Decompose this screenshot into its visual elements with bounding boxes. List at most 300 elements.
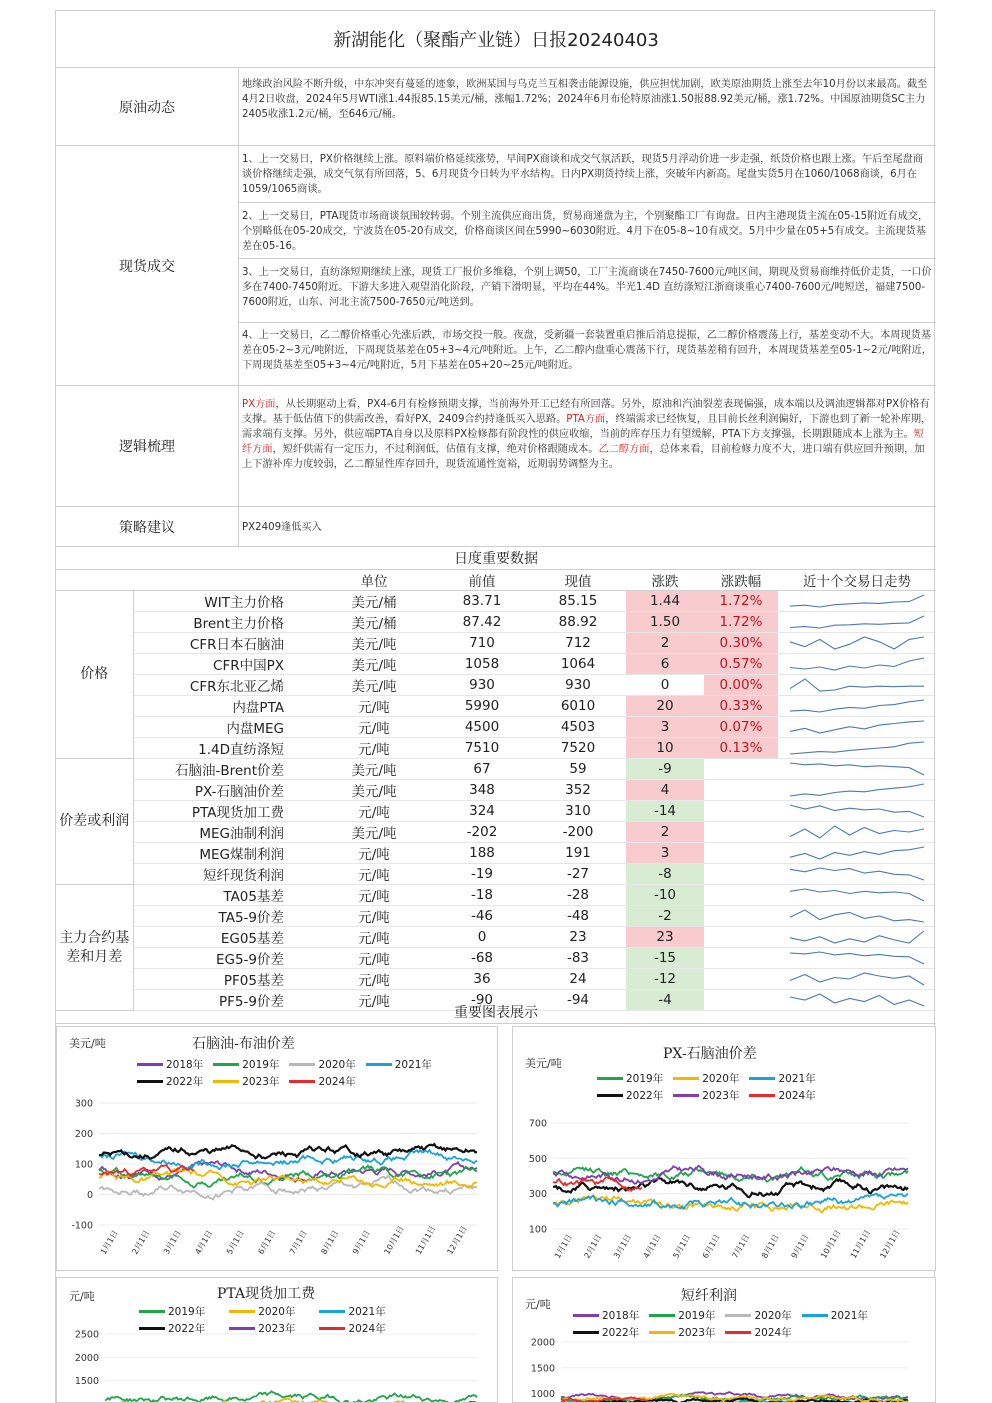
row-change: -15 <box>626 948 704 969</box>
x-tick-label: 7月1日 <box>287 1228 309 1256</box>
y-tick-label: 1000 <box>530 1389 555 1401</box>
x-tick-label: 1月1日 <box>98 1228 120 1256</box>
row-trend-sparkline <box>778 906 936 927</box>
sparkline-path <box>790 742 924 754</box>
strategy-label: 策略建议 <box>56 507 239 546</box>
y-tick-label: 200 <box>74 1129 93 1140</box>
y-tick-label: 500 <box>528 1153 547 1165</box>
row-trend-sparkline <box>778 717 936 738</box>
sparkline-path <box>790 637 924 649</box>
logic-pf-heading: 短纤方面 <box>242 429 924 455</box>
legend-label: 2024年 <box>348 1323 386 1335</box>
chart2-plot <box>513 1027 936 1271</box>
chart4-title: 短纤利润 <box>681 1288 737 1304</box>
logic-px-text: ，从长期驱动上看，PX4-6月有检修预期支撑，当前海外开工已经有所回落。另外，原油和汽油裂差表现偏强，成本端以及调油逻辑都对PX价格有支撑。基于低估值下的供需改善，看好PX，2409合约持逢低买入思路。 <box>242 399 930 425</box>
series-line <box>553 1178 908 1198</box>
row-change: -14 <box>626 801 704 822</box>
sparkline-path <box>790 784 924 796</box>
row-unit: 元/吨 <box>314 969 434 990</box>
daily-row <box>56 612 936 633</box>
row-change: 3 <box>626 843 704 864</box>
daily-data-table <box>56 570 936 1011</box>
logic-pta-text: ，终端需求已经恢复，且目前长丝利润偏好，下游也到了新一轮补库期，需求端有支撑。另外，供应端PTA自身以及原料PX检修都有阶段性的供应收缩，当前的库存压力有望缓解，PTA下方支撑强，长期跟随成本上涨为主。 <box>242 414 932 440</box>
x-tick-label: 3月1日 <box>612 1232 633 1260</box>
legend-label: 2019年 <box>626 1073 664 1085</box>
row-name: EG5-9价差 <box>133 948 314 969</box>
daily-row <box>56 927 936 948</box>
row-prev: 348 <box>434 780 530 801</box>
row-cur: 23 <box>530 927 626 948</box>
row-change: 23 <box>626 927 704 948</box>
daily-row <box>56 717 936 738</box>
daily-data-heading: 日度重要数据 <box>56 547 936 570</box>
row-unit: 元/吨 <box>314 885 434 906</box>
logic-section <box>56 386 936 507</box>
row-trend-sparkline <box>778 633 936 654</box>
row-trend-sparkline <box>778 801 936 822</box>
sparkline-path <box>790 931 924 943</box>
crude-label: 原油动态 <box>56 68 239 145</box>
header-chg: 涨跌 <box>626 570 704 591</box>
x-tick-label: 11月1日 <box>413 1224 438 1256</box>
row-name: Brent主力价格 <box>133 612 314 633</box>
row-cur: -83 <box>530 948 626 969</box>
chart-pta-margin <box>56 1277 498 1403</box>
row-name: WIT主力价格 <box>133 591 314 612</box>
legend-label: 2023年 <box>702 1090 740 1102</box>
row-name: CFR日本石脑油 <box>133 633 314 654</box>
row-cur: -48 <box>530 906 626 927</box>
crude-section <box>56 68 936 146</box>
row-trend-sparkline <box>778 780 936 801</box>
legend-label: 2024年 <box>754 1327 792 1339</box>
row-change: 2 <box>626 633 704 654</box>
logic-label: 逻辑梳理 <box>56 386 239 506</box>
row-trend-sparkline <box>778 612 936 633</box>
legend-label: 2021年 <box>394 1059 432 1071</box>
chart1-plot <box>57 1027 498 1271</box>
row-cur: 59 <box>530 759 626 780</box>
spot-block-px <box>239 146 936 203</box>
x-tick-label: 12月1日 <box>445 1224 469 1256</box>
legend-label: 2019年 <box>678 1310 716 1322</box>
header-prev: 前值 <box>434 570 530 591</box>
row-unit: 美元/吨 <box>314 759 434 780</box>
row-cur: 352 <box>530 780 626 801</box>
chart-naphtha-brent <box>56 1026 498 1271</box>
row-prev: 67 <box>434 759 530 780</box>
sparkline-path <box>790 679 924 691</box>
row-change: -4 <box>626 990 704 1011</box>
row-change: 20 <box>626 696 704 717</box>
row-unit: 元/吨 <box>314 843 434 864</box>
row-change-pct <box>704 801 778 822</box>
row-cur: -200 <box>530 822 626 843</box>
row-name: TA05基差 <box>133 885 314 906</box>
report-title: 新湖能化（聚酯产业链）日报20240403 <box>56 10 936 68</box>
daily-row <box>56 969 936 990</box>
row-change: 3 <box>626 717 704 738</box>
daily-row <box>56 780 936 801</box>
sparkline-path <box>790 595 924 607</box>
spot-text-pf: 3、上一交易日，直纺涤短期继续上涨，现货工厂报价多维稳，个别上调50，工厂主流商谈在7450-7600元/吨区间，期现及贸易商维持低价走货，一口价多在7400-7450附近。下游大多进入观望消化阶段，产销下滑明显，平均在44%。半光1.4D 直纺涤短江浙商谈重心7400-7600元/吨短送，福建7500-7600附近，山东、河北主流7500-7650元/吨送到。 <box>242 267 932 308</box>
row-trend-sparkline <box>778 654 936 675</box>
legend-label: 2023年 <box>258 1323 296 1335</box>
y-tick-label: 2000 <box>74 1352 99 1364</box>
row-trend-sparkline <box>778 864 936 885</box>
row-change-pct <box>704 927 778 948</box>
row-prev: -18 <box>434 885 530 906</box>
row-name: PF05基差 <box>133 969 314 990</box>
chart2-unit: 美元/吨 <box>525 1057 562 1070</box>
chart1-title: 石脑油-布油价差 <box>192 1036 295 1052</box>
sparkline-path <box>790 952 924 964</box>
row-change: -10 <box>626 885 704 906</box>
x-tick-label: 7月1日 <box>730 1232 752 1260</box>
spot-section <box>56 146 936 386</box>
x-tick-label: 9月1日 <box>350 1228 372 1256</box>
row-unit: 美元/桶 <box>314 591 434 612</box>
sparkline-path <box>790 805 924 817</box>
strategy-section <box>56 507 936 547</box>
daily-row <box>56 906 936 927</box>
legend-label: 2022年 <box>168 1323 206 1335</box>
daily-header-row <box>56 570 936 591</box>
x-tick-label: 5月1日 <box>671 1232 693 1260</box>
legend-label: 2021年 <box>348 1306 386 1318</box>
row-prev: -19 <box>434 864 530 885</box>
chart3-title: PTA现货加工费 <box>217 1286 316 1302</box>
row-change-pct <box>704 885 778 906</box>
x-tick-label: 2月1日 <box>130 1228 152 1256</box>
row-unit: 元/吨 <box>314 948 434 969</box>
row-prev: -90 <box>434 990 530 1011</box>
logic-px-heading: PX方面 <box>242 399 276 410</box>
sparkline-path <box>790 910 924 922</box>
row-change: 2 <box>626 822 704 843</box>
row-change-pct: 0.07% <box>704 717 778 738</box>
chart4-unit: 元/吨 <box>525 1298 551 1311</box>
crude-text: 地缘政治风险不断升级，中东冲突有蔓延的迹象，欧洲某国与乌克兰互相袭击能源设施，供应担忧加剧，欧美原油期货上涨至去年10月份以来最高。截至4月2日收盘，2024年5月WTI涨1.44报85.15美元/桶，涨幅1.72%；2024年6月布伦特原油涨1.50报88.92美元/桶，涨1.72%。中国原油期货SC主力2405收涨1.2元/桶，至646元/桶。 <box>242 79 928 120</box>
row-name: CFR东北亚乙烯 <box>133 675 314 696</box>
y-tick-label: 100 <box>528 1224 547 1236</box>
row-change-pct <box>704 948 778 969</box>
row-trend-sparkline <box>778 591 936 612</box>
row-change: 10 <box>626 738 704 759</box>
sparkline-path <box>790 616 924 628</box>
row-trend-sparkline <box>778 696 936 717</box>
legend-label: 2020年 <box>702 1073 740 1085</box>
row-change: -8 <box>626 864 704 885</box>
spot-label: 现货成交 <box>56 146 239 385</box>
sparkline-path <box>790 700 924 712</box>
chart3-plot <box>57 1278 498 1403</box>
row-unit: 美元/吨 <box>314 780 434 801</box>
row-unit: 元/吨 <box>314 906 434 927</box>
row-change: 1.44 <box>626 591 704 612</box>
row-prev: 188 <box>434 843 530 864</box>
legend-label: 2019年 <box>168 1306 206 1318</box>
x-tick-label: 4月1日 <box>193 1228 215 1256</box>
x-tick-label: 10月1日 <box>382 1224 406 1256</box>
header-unit: 单位 <box>314 570 434 591</box>
row-change-pct: 0.00% <box>704 675 778 696</box>
spot-text-meg: 4、上一交易日，乙二醇价格重心先涨后跌，市场交投一般。夜盘，受新疆一套装置重启推后消息提振，乙二醇价格震荡上行，基差变动不大。本周现货基差在05-2~3元/吨附近，下周现货基差在05+3~4元/吨附近。上午，乙二醇内盘重心震荡下行，现货基差稍有回升，本周现货基差至05-1~2元/吨附近，下周现货基差至05+3~4元/吨附近，5月下基差在05+20~25元/吨附近。 <box>242 330 932 371</box>
daily-group-label: 价差或利润 <box>56 759 133 885</box>
row-change: 0 <box>626 675 704 696</box>
row-unit: 美元/吨 <box>314 633 434 654</box>
series-line <box>553 1166 908 1184</box>
legend-label: 2020年 <box>754 1310 792 1322</box>
legend-label: 2022年 <box>626 1090 664 1102</box>
sparkline-path <box>790 721 924 733</box>
row-name: 内盘PTA <box>133 696 314 717</box>
row-change-pct: 0.30% <box>704 633 778 654</box>
sparkline-path <box>790 658 924 670</box>
legend-label: 2020年 <box>258 1306 296 1318</box>
header-cur: 现值 <box>530 570 626 591</box>
chart4-plot <box>513 1278 936 1403</box>
y-tick-label: 2500 <box>74 1329 99 1341</box>
row-change-pct: 0.13% <box>704 738 778 759</box>
row-change: -2 <box>626 906 704 927</box>
row-unit: 元/吨 <box>314 864 434 885</box>
row-name: CFR中国PX <box>133 654 314 675</box>
row-change: -9 <box>626 759 704 780</box>
legend-label: 2022年 <box>166 1076 204 1088</box>
sparkline-path <box>790 826 924 838</box>
y-tick-label: 2000 <box>530 1337 555 1349</box>
row-unit: 美元/吨 <box>314 675 434 696</box>
y-tick-label: 100 <box>74 1159 93 1171</box>
row-name: 1.4D直纺涤短 <box>133 738 314 759</box>
row-prev: -68 <box>434 948 530 969</box>
row-unit: 元/吨 <box>314 801 434 822</box>
chart2-title: PX-石脑油价差 <box>663 1046 757 1062</box>
row-prev: 0 <box>434 927 530 948</box>
row-change-pct <box>704 864 778 885</box>
chart-psf-profit <box>512 1277 936 1403</box>
row-cur: 88.92 <box>530 612 626 633</box>
row-change-pct: 1.72% <box>704 591 778 612</box>
header-group <box>56 570 133 591</box>
row-change-pct <box>704 759 778 780</box>
row-trend-sparkline <box>778 843 936 864</box>
header-name <box>133 570 314 591</box>
row-trend-sparkline <box>778 738 936 759</box>
daily-group-label: 主力合约基差和月差 <box>56 885 133 1011</box>
series-line <box>99 1176 477 1200</box>
x-tick-label: 2月1日 <box>582 1232 604 1260</box>
daily-row <box>56 675 936 696</box>
daily-row <box>56 948 936 969</box>
row-change-pct: 0.33% <box>704 696 778 717</box>
y-tick-label: 0 <box>86 1190 93 1201</box>
row-prev: 324 <box>434 801 530 822</box>
spot-text-px: 1、上一交易日，PX价格继续上涨。原料端价格延续涨势，早间PX商谈和成交气氛活跃，现货5月浮动价进一步走强，纸货价格也跟上涨。午后至尾盘商谈价格继续走强，成交气氛有所回落，5、6月现货今日转为平水结构。日内PX期货持续上涨，突破年内新高。尾盘实货5月在1060/1068商谈，6月在1059/1065商谈。 <box>242 154 924 195</box>
row-unit: 元/吨 <box>314 738 434 759</box>
row-cur: 6010 <box>530 696 626 717</box>
daily-row <box>56 738 936 759</box>
row-change-pct: 0.57% <box>704 654 778 675</box>
daily-row <box>56 885 936 906</box>
row-cur: 24 <box>530 969 626 990</box>
charts-heading: 重要图表展示 <box>56 1000 936 1024</box>
x-tick-label: 12月1日 <box>878 1228 902 1260</box>
row-trend-sparkline <box>778 759 936 780</box>
legend-label: 2021年 <box>830 1310 868 1322</box>
row-prev: 930 <box>434 675 530 696</box>
y-tick-label: 1500 <box>74 1376 99 1388</box>
row-name: PTA现货加工费 <box>133 801 314 822</box>
legend-label: 2020年 <box>318 1059 356 1071</box>
sparkline-path <box>790 763 924 775</box>
row-unit: 元/吨 <box>314 990 434 1011</box>
row-change-pct <box>704 906 778 927</box>
spot-block-pf <box>239 259 936 323</box>
x-tick-label: 1月1日 <box>552 1232 574 1260</box>
row-cur: 191 <box>530 843 626 864</box>
y-tick-label: 700 <box>528 1118 547 1130</box>
row-cur: 85.15 <box>530 591 626 612</box>
row-prev: 36 <box>434 969 530 990</box>
daily-row <box>56 696 936 717</box>
x-tick-label: 9月1日 <box>789 1232 811 1260</box>
chart1-unit: 美元/吨 <box>69 1037 106 1050</box>
sparkline-path <box>790 973 924 985</box>
row-change: 1.50 <box>626 612 704 633</box>
x-tick-label: 8月1日 <box>319 1228 341 1256</box>
x-tick-label: 11月1日 <box>848 1228 873 1260</box>
row-prev: -202 <box>434 822 530 843</box>
x-tick-label: 4月1日 <box>641 1232 663 1260</box>
legend-label: 2018年 <box>166 1059 204 1071</box>
row-trend-sparkline <box>778 822 936 843</box>
row-trend-sparkline <box>778 885 936 906</box>
legend-label: 2022年 <box>602 1327 640 1339</box>
daily-row <box>56 801 936 822</box>
row-prev: 4500 <box>434 717 530 738</box>
row-change-pct <box>704 822 778 843</box>
row-change-pct <box>704 780 778 801</box>
row-trend-sparkline <box>778 927 936 948</box>
series-line <box>99 1169 477 1187</box>
legend-label: 2024年 <box>318 1076 356 1088</box>
daily-row <box>56 633 936 654</box>
y-tick-label: -100 <box>71 1220 93 1232</box>
row-cur: -94 <box>530 990 626 1011</box>
row-name: 石脑油-Brent价差 <box>133 759 314 780</box>
daily-group-label: 价格 <box>56 591 133 759</box>
row-change: 4 <box>626 780 704 801</box>
daily-row <box>56 843 936 864</box>
row-unit: 元/吨 <box>314 927 434 948</box>
x-tick-label: 6月1日 <box>256 1228 278 1256</box>
row-change-pct <box>704 969 778 990</box>
row-unit: 美元/桶 <box>314 612 434 633</box>
row-name: PX-石脑油价差 <box>133 780 314 801</box>
row-unit: 元/吨 <box>314 696 434 717</box>
row-change-pct <box>704 843 778 864</box>
chart3-unit: 元/吨 <box>69 1290 95 1303</box>
row-prev: 1058 <box>434 654 530 675</box>
row-change-pct: 1.72% <box>704 612 778 633</box>
row-prev: 7510 <box>434 738 530 759</box>
legend-label: 2018年 <box>602 1310 640 1322</box>
row-trend-sparkline <box>778 969 936 990</box>
row-trend-sparkline <box>778 948 936 969</box>
row-cur: 930 <box>530 675 626 696</box>
spot-block-pta <box>239 203 936 259</box>
row-unit: 元/吨 <box>314 717 434 738</box>
row-cur: 712 <box>530 633 626 654</box>
row-cur: 7520 <box>530 738 626 759</box>
logic-meg-text: ，总体来看，目前检修力度不大，进口端有供应回升预期，加上下游补库力度较弱，乙二醇显性库存回升，现货流通性宽裕，近期弱势调整为主。 <box>242 444 925 470</box>
daily-row <box>56 822 936 843</box>
sparkline-path <box>790 847 924 859</box>
spot-block-meg <box>239 323 936 386</box>
legend-label: 2023年 <box>242 1076 280 1088</box>
row-name: TA5-9价差 <box>133 906 314 927</box>
row-name: EG05基差 <box>133 927 314 948</box>
logic-meg-heading: 乙二醇方面 <box>598 444 650 455</box>
x-tick-label: 6月1日 <box>700 1232 722 1260</box>
y-tick-label: 300 <box>74 1098 93 1110</box>
logic-text <box>242 397 932 472</box>
row-change: 6 <box>626 654 704 675</box>
legend-label: 2024年 <box>778 1090 816 1102</box>
row-cur: 310 <box>530 801 626 822</box>
daily-row <box>56 654 936 675</box>
sparkline-path <box>790 868 924 880</box>
daily-row <box>56 759 936 780</box>
header-trend: 近十个交易日走势 <box>778 570 936 591</box>
row-prev: 83.71 <box>434 591 530 612</box>
row-prev: 87.42 <box>434 612 530 633</box>
row-unit: 美元/吨 <box>314 822 434 843</box>
y-tick-label: 1500 <box>530 1363 555 1375</box>
logic-pta-heading: PTA方面 <box>566 414 606 425</box>
row-cur: -27 <box>530 864 626 885</box>
row-cur: 1064 <box>530 654 626 675</box>
row-name: 内盘MEG <box>133 717 314 738</box>
daily-row <box>56 591 936 612</box>
x-tick-label: 8月1日 <box>760 1232 781 1260</box>
row-unit: 美元/吨 <box>314 654 434 675</box>
strategy-text: PX2409逢低买入 <box>242 522 322 533</box>
x-tick-label: 3月1日 <box>161 1228 183 1256</box>
row-prev: 710 <box>434 633 530 654</box>
legend-label: 2023年 <box>678 1327 716 1339</box>
x-tick-label: 10月1日 <box>819 1228 843 1260</box>
sparkline-path <box>790 889 924 901</box>
row-cur: 4503 <box>530 717 626 738</box>
row-change: -12 <box>626 969 704 990</box>
row-name: MEG煤制利润 <box>133 843 314 864</box>
row-name: PF5-9价差 <box>133 990 314 1011</box>
row-trend-sparkline <box>778 675 936 696</box>
spot-text-pta: 2、上一交易日，PTA现货市场商谈氛围较转弱。个别主流供应商出货，贸易商递盘为主，个别聚酯工厂有询盘。日内主港现货主流在05-15附近有成交，个别略低在05-20成交，宁波货在05-20有成交，价格商谈区间在5990~6030附近。4月下在05-8~10有成交。5月中少量在05+5有成交。主流现货基差在05-16。 <box>242 211 929 252</box>
x-tick-label: 5月1日 <box>224 1228 246 1256</box>
y-tick-label: 300 <box>528 1189 547 1201</box>
row-prev: 5990 <box>434 696 530 717</box>
header-pct: 涨跌幅 <box>704 570 778 591</box>
row-cur: -28 <box>530 885 626 906</box>
report-page <box>55 10 935 1403</box>
row-name: 短纤现货利润 <box>133 864 314 885</box>
row-name: MEG油制利润 <box>133 822 314 843</box>
legend-label: 2019年 <box>242 1059 280 1071</box>
